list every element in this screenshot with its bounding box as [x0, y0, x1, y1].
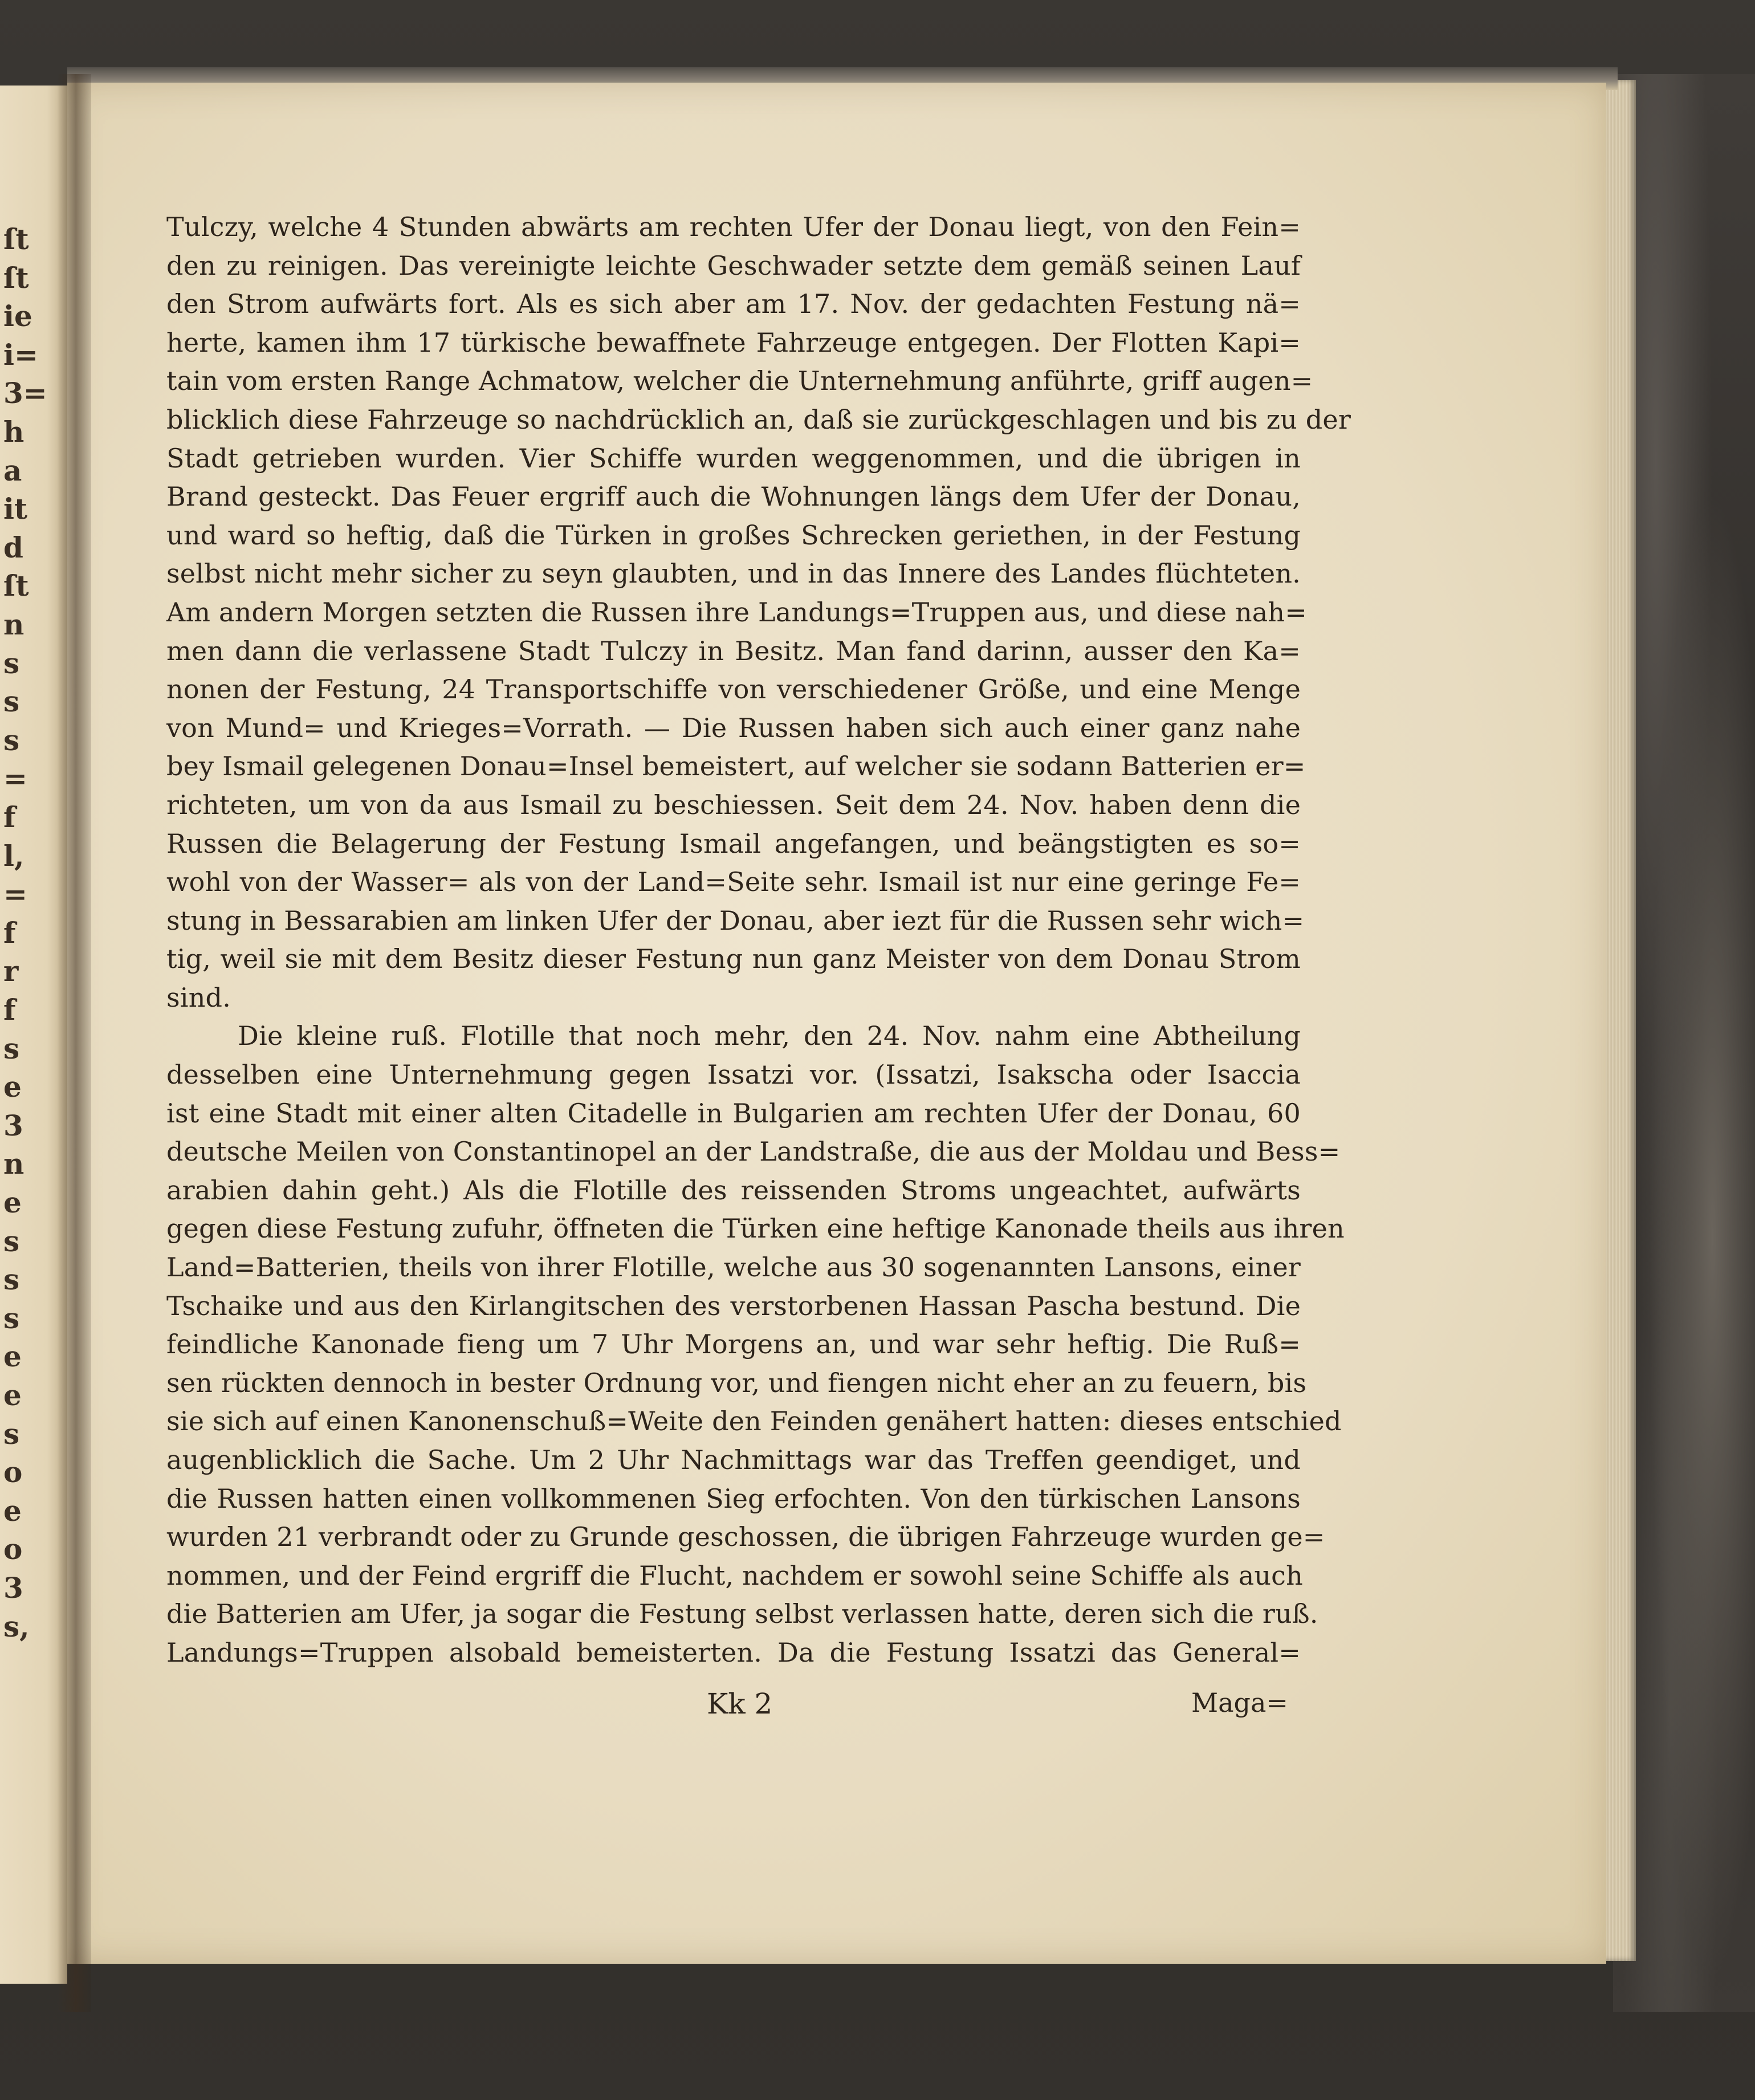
left-page-fragment: d: [3, 530, 23, 564]
gutter-shadow: [57, 74, 91, 2012]
text-line: Tschaike und aus den Kirlangitschen des verstorbenen Hassan Pascha bestund. Die: [166, 1290, 1301, 1321]
left-page-fragment: s: [3, 1417, 20, 1451]
text-line: stung in Bessarabien am linken Ufer der Donau, aber iezt für die Russen sehr wich=: [166, 905, 1305, 936]
left-page-fragment: ie: [3, 299, 32, 333]
left-page-fragment: 3: [3, 1571, 23, 1605]
left-page-fragment: e: [3, 1493, 22, 1528]
left-page-fragment: e: [3, 1070, 22, 1104]
text-line: ist eine Stadt mit einer alten Citadelle in Bulgarien am rechten Ufer der Donau, 60: [166, 1097, 1301, 1129]
text-line: Landungs=Truppen alsobald bemeisterten. Da die Festung Issatzi das General=: [166, 1637, 1301, 1668]
left-page-fragment: n: [3, 608, 25, 641]
left-page-fragment: s: [3, 1301, 20, 1335]
left-page-fragment: o: [3, 1532, 23, 1566]
left-page-fragment: ſt: [3, 261, 29, 295]
body-text: [166, 208, 1351, 1672]
left-page-fragment: i=: [3, 337, 38, 372]
signature-mark: Kk 2: [707, 1687, 773, 1720]
text-line: Am andern Morgen setzten die Russen ihre Landungs=Truppen aus, und diese nah=: [166, 596, 1307, 628]
text-line: feindliche Kanonade fieng um 7 Uhr Morgens an, und war sehr heftig. Die Ruß=: [166, 1329, 1301, 1360]
text-line: wurden 21 verbrandt oder zu Grunde geschossen, die übrigen Fahrzeuge wurden ge=: [166, 1521, 1325, 1553]
left-page-fragment: f: [3, 993, 16, 1027]
text-line: deutsche Meilen von Constantinopel an der Landstraße, die aus der Moldau und Bess=: [166, 1136, 1341, 1167]
text-line: Land=Batterien, theils von ihrer Flotille, welche aus 30 sogenannten Lansons, einer: [166, 1252, 1301, 1283]
text-line: die Russen hatten einen vollkommenen Sieg erfochten. Von den türkischen Lansons: [166, 1483, 1301, 1514]
text-line: desselben eine Unternehmung gegen Issatzi vor. (Issatzi, Isakscha oder Isaccia: [166, 1059, 1301, 1090]
left-page-fragment: s: [3, 1031, 20, 1065]
text-line: selbst nicht mehr sicher zu seyn glaubten, und in das Innere des Landes flüchteten.: [166, 558, 1301, 589]
text-line: nonen der Festung, 24 Transportschiffe von verschiedener Größe, und eine Menge: [166, 674, 1301, 705]
left-page-fragment: it: [3, 492, 28, 526]
left-page-fragment: s: [3, 723, 20, 757]
text-line: Die kleine ruß. Flotille that noch mehr, den 24. Nov. nahm eine Abtheilung: [238, 1020, 1301, 1052]
text-line: tig, weil sie mit dem Besitz dieser Festung nun ganz Meister von dem Donau Strom: [166, 943, 1301, 975]
text-line: den Strom aufwärts fort. Als es sich aber am 17. Nov. der gedachten Festung nä=: [166, 288, 1301, 320]
catchword: Maga=: [1191, 1687, 1288, 1718]
text-line: bey Ismail gelegenen Donau=Insel bemeistert, auf welcher sie sodann Batterien er=: [166, 751, 1306, 782]
text-line: herte, kamen ihm 17 türkische bewaffnete Fahrzeuge entgegen. Der Flotten Kapi=: [166, 327, 1301, 358]
left-page-fragment: f: [3, 915, 16, 950]
text-line: gegen diese Festung zufuhr, öffneten die Türken eine heftige Kanonade theils aus ihren: [166, 1213, 1345, 1244]
text-line: den zu reinigen. Das vereinigte leichte Geschwader setzte dem gemäß seinen Lauf: [166, 250, 1301, 281]
text-line: Tulczy, welche 4 Stunden abwärts am rechten Ufer der Donau liegt, von den Fein=: [166, 211, 1301, 242]
left-page-fragment: l,: [3, 839, 25, 873]
left-page-fragment: 3: [3, 1108, 23, 1142]
left-page-fragment: e: [3, 1340, 22, 1374]
text-line: richteten, um von da aus Ismail zu beschiessen. Seit dem 24. Nov. haben denn die: [166, 789, 1301, 820]
left-page-fragment: e: [3, 1378, 22, 1412]
left-page-fragment: r: [3, 954, 19, 988]
text-line: Brand gesteckt. Das Feuer ergriff auch die Wohnungen längs dem Ufer der Donau,: [166, 481, 1301, 512]
left-page-fragment: s: [3, 646, 20, 680]
left-page-fragment: s: [3, 1263, 20, 1297]
text-line: men dann die verlassene Stadt Tulczy in Besitz. Man fand darinn, ausser den Ka=: [166, 635, 1301, 666]
text-line: Russen die Belagerung der Festung Ismail angefangen, und beängstigten es so=: [166, 828, 1301, 859]
left-page-fragment: 3=: [3, 376, 47, 410]
text-line: sen rückten dennoch in bester Ordnung vor, und fiengen nicht eher an zu feuern, bis: [166, 1367, 1307, 1398]
left-page-fragment: f: [3, 800, 16, 834]
text-line: Stadt getrieben wurden. Vier Schiffe wurden weggenommen, und die übrigen in: [166, 442, 1301, 474]
text-line: von Mund= und Krieges=Vorrath. — Die Russen haben sich auch einer ganz nahe: [166, 712, 1301, 743]
left-page-fragment: ſt: [3, 569, 29, 603]
left-page-fragment: =: [3, 877, 27, 911]
text-line: augenblicklich die Sache. Um 2 Uhr Nachmittags war das Treffen geendiget, und: [166, 1444, 1301, 1475]
left-page-fragment: e: [3, 1186, 22, 1219]
left-page-fragment: n: [3, 1147, 25, 1181]
left-page-fragment: h: [3, 415, 25, 449]
left-page-fragment: s: [3, 685, 20, 719]
text-line: sind.: [166, 982, 231, 1013]
text-line: arabien dahin geht.) Als die Flotille des reissenden Stroms ungeachtet, aufwärts: [166, 1174, 1301, 1206]
text-line: blicklich diese Fahrzeuge so nachdrücklich an, daß sie zurückgeschlagen und bis zu der: [166, 404, 1351, 435]
left-page-fragment: ſt: [3, 222, 29, 256]
text-line: die Batterien am Ufer, ja sogar die Festung selbst verlassen hatte, deren sich die ruß.: [166, 1598, 1318, 1630]
left-page-fragment: o: [3, 1455, 23, 1489]
text-line: und ward so heftig, daß die Türken in großes Schrecken geriethen, in der Festung: [166, 519, 1301, 551]
text-line: sie sich auf einen Kanonenschuß=Weite den Feinden genähert hatten: dieses entschied: [166, 1406, 1342, 1437]
left-page-fragment: s: [3, 1224, 20, 1258]
text-line: wohl von der Wasser= als von der Land=Seite sehr. Ismail ist nur eine geringe Fe=: [166, 866, 1301, 898]
left-page-fragment: s,: [3, 1609, 30, 1643]
left-page-fragment: =: [3, 762, 27, 796]
text-line: tain vom ersten Range Achmatow, welcher die Unternehmung anführte, griff augen=: [166, 365, 1313, 397]
left-page-fragment: a: [3, 453, 22, 487]
text-line: nommen, und der Feind ergriff die Flucht, nachdem er sowohl seine Schiffe als auch: [166, 1560, 1303, 1591]
